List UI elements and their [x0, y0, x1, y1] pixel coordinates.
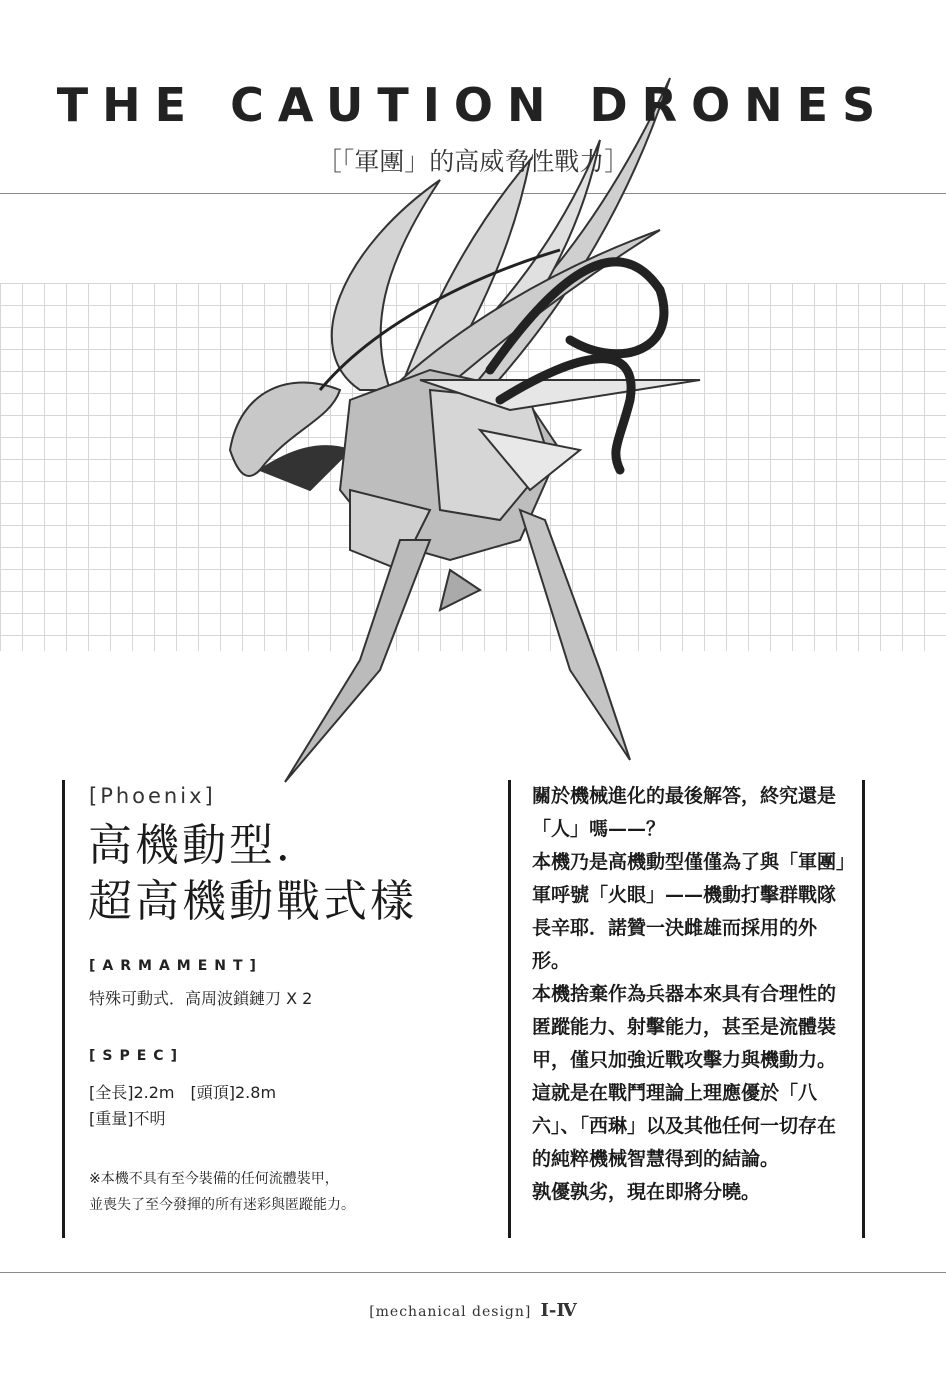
description-paragraph: 關於機械進化的最後解答，終究還是「人」嗎——？ [532, 785, 837, 840]
description-paragraph: 孰優孰劣，現在即將分曉。 [532, 1181, 761, 1203]
model-line: 高機動型． [88, 820, 323, 871]
description-paragraph: 本機捨棄作為兵器本來具有合理性的匿蹤能力、射擊能力，甚至是流體裝甲，僅只加強近戰攻擊力與機動力。這就是在戰鬥理論上理應優於「八六」、「西琳」以及其他任何一切存在的純粹機械智慧得到的結論。 [532, 983, 837, 1170]
description-paragraph: 本機乃是高機動型僅僅為了與「軍團」軍呼號「火眼」——機動打擊群戰隊長辛耶．諾贊一決雌雄而採用的外形。 [532, 851, 846, 972]
spec-line: [重量]不明 [89, 1109, 166, 1128]
armor-note [89, 1166, 355, 1218]
drone-illustration [200, 70, 720, 790]
footer-rule [0, 1272, 946, 1273]
model-line: 超高機動戰式樣 [88, 876, 417, 927]
spec-label: [SPEC] [89, 1048, 184, 1064]
note-line: ※本機不具有至今裝備的任何流體裝甲， [89, 1171, 339, 1187]
left-column-bar [62, 780, 65, 1238]
footer-label: [mechanical design] [369, 1304, 532, 1320]
note-line: 並喪失了至今發揮的所有迷彩與匿蹤能力。 [89, 1197, 355, 1213]
model-name [88, 818, 488, 930]
middle-column-bar [508, 780, 511, 1238]
page-title: THE CAUTION DRONES [56, 78, 890, 132]
right-column-bar [862, 780, 865, 1238]
page-footer [0, 1300, 946, 1321]
page-number: Ⅰ-Ⅳ [540, 1300, 577, 1321]
spec-line: [全長]2.2m [頭頂]2.8m [89, 1083, 277, 1102]
armament-text: 特殊可動式．高周波鎖鏈刀 X 2 [89, 989, 313, 1008]
page-subtitle: ［「軍團」的高威脅性戰力］ [316, 147, 630, 176]
armament-label: [ARMAMENT] [89, 958, 263, 974]
description [532, 780, 848, 1209]
code-name: [Phoenix] [89, 784, 216, 808]
